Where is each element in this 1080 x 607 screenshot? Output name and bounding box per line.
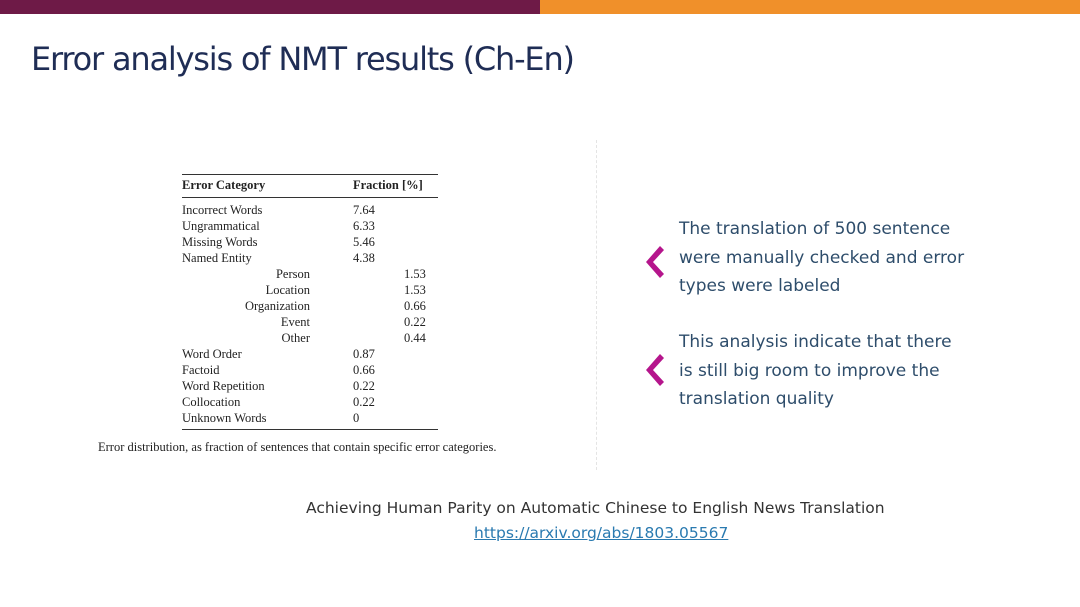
chevron-left-icon	[640, 350, 668, 390]
table-row	[182, 250, 438, 266]
subcategory-cell: Organization	[244, 299, 310, 313]
bullet-text: This analysis indicate that there is still big room to improve the translation quality	[679, 332, 952, 409]
table-row	[182, 234, 438, 250]
subcategory-cell: Event	[280, 315, 310, 329]
column-divider	[596, 140, 597, 470]
table-row	[182, 378, 438, 394]
header-fraction: Fraction [%]	[353, 175, 438, 198]
header-error-category: Error Category	[182, 175, 353, 198]
bullet-text: The translation of 500 sentence were manually checked and error types were labeled	[679, 219, 965, 296]
value-cell: 7.64	[353, 203, 375, 217]
category-cell: Ungrammatical	[182, 219, 260, 233]
value-cell: 0.22	[353, 379, 375, 393]
table-row	[182, 218, 438, 234]
reference-link[interactable]: https://arxiv.org/abs/1803.05567	[474, 524, 729, 542]
category-cell: Collocation	[182, 395, 241, 409]
error-table	[182, 174, 438, 430]
category-cell: Unknown Words	[182, 410, 353, 430]
top-accent-bar-orange	[540, 0, 1080, 14]
category-cell: Incorrect Words	[182, 203, 263, 217]
table-subrow	[182, 314, 438, 330]
subcategory-cell: Person	[275, 267, 310, 281]
value-cell: 0.87	[353, 347, 375, 361]
value-cell: 0	[353, 410, 438, 430]
subcategory-cell: Other	[281, 331, 310, 345]
subvalue-cell: 0.66	[404, 299, 426, 313]
table-row	[182, 410, 438, 430]
top-accent-bar-purple	[0, 0, 540, 14]
category-cell: Named Entity	[182, 251, 252, 265]
top-accent-bar	[0, 0, 1080, 14]
subvalue-cell: 0.22	[404, 315, 426, 329]
value-cell: 0.22	[353, 395, 375, 409]
chevron-left-icon	[640, 242, 668, 282]
value-cell: 4.38	[353, 251, 375, 265]
table-row	[182, 394, 438, 410]
table-subrow	[182, 330, 438, 346]
error-table-container	[182, 174, 438, 430]
table-row	[182, 198, 438, 219]
table-subrow	[182, 266, 438, 282]
category-cell: Word Repetition	[182, 379, 265, 393]
table-header-row	[182, 175, 438, 198]
subvalue-cell: 1.53	[404, 283, 426, 297]
subvalue-cell: 0.44	[404, 331, 426, 345]
category-cell: Word Order	[182, 347, 242, 361]
table-row	[182, 346, 438, 362]
table-subrow	[182, 282, 438, 298]
table-caption: Error distribution, as fraction of sentences that contain specific error categories.	[98, 440, 497, 454]
category-cell: Factoid	[182, 363, 220, 377]
table-subrow	[182, 298, 438, 314]
category-cell: Missing Words	[182, 235, 258, 249]
slide-title: Error analysis of NMT results (Ch-En)	[31, 40, 574, 78]
value-cell: 0.66	[353, 363, 375, 377]
subcategory-cell: Location	[265, 283, 310, 297]
subvalue-cell: 1.53	[404, 267, 426, 281]
value-cell: 5.46	[353, 235, 375, 249]
value-cell: 6.33	[353, 219, 375, 233]
reference-title: Achieving Human Parity on Automatic Chinese to English News Translation	[306, 499, 885, 517]
table-row	[182, 362, 438, 378]
